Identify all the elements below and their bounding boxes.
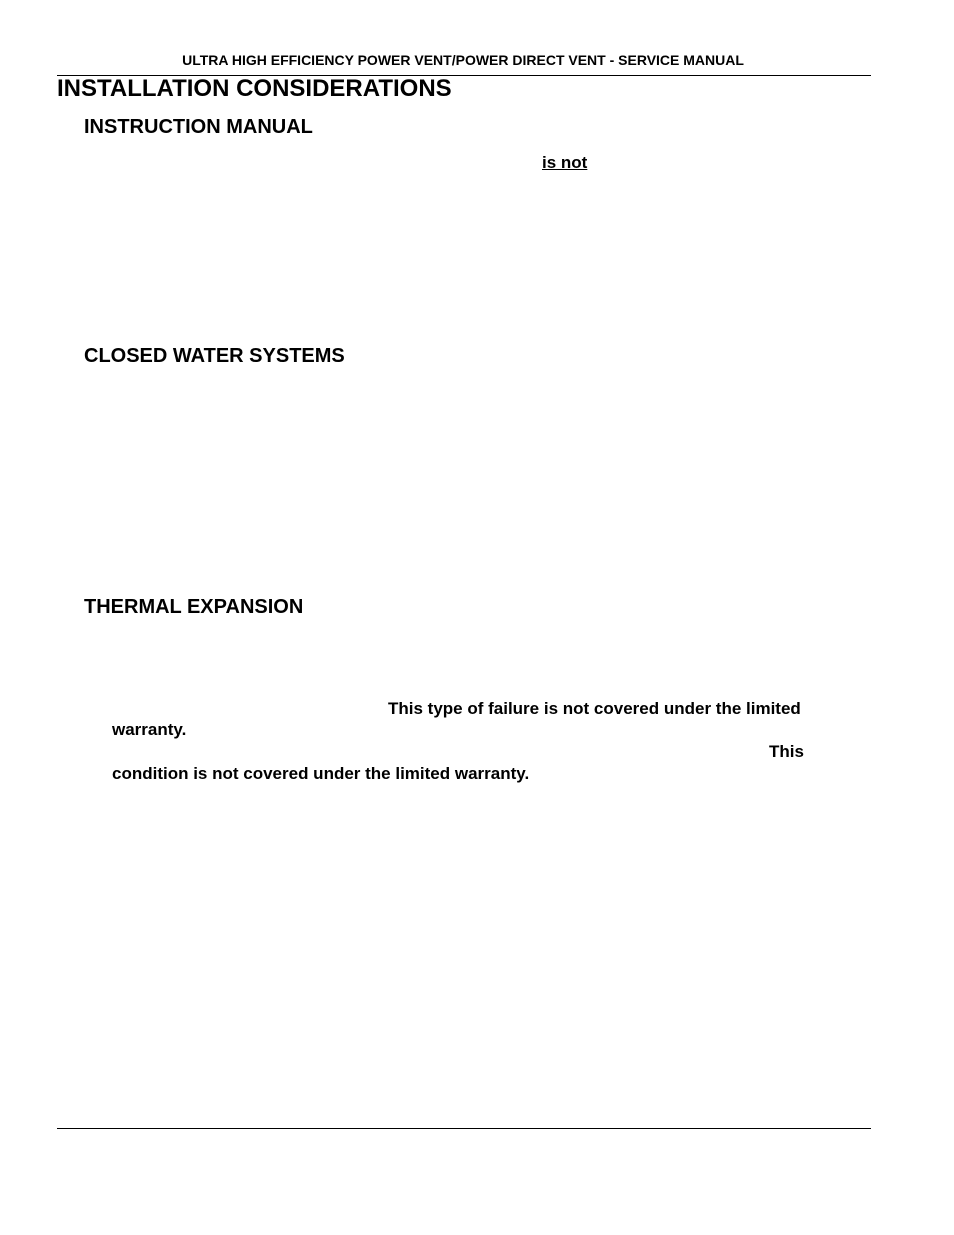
section-heading-instruction-manual: INSTRUCTION MANUAL xyxy=(84,116,313,138)
warranty-warning-2-line-2: condition is not covered under the limited warranty. xyxy=(112,764,530,783)
warranty-warning-2-line-1: This xyxy=(769,742,804,761)
section-heading-closed-water-systems: CLOSED WATER SYSTEMS xyxy=(84,345,345,367)
running-header: ULTRA HIGH EFFICIENCY POWER VENT/POWER DIRECT VENT - SERVICE MANUAL xyxy=(182,52,744,68)
page-title: INSTALLATION CONSIDERATIONS xyxy=(57,75,452,102)
emphasis-is-not: is not xyxy=(542,153,588,172)
warranty-warning-1-line-1: This type of failure is not covered under the limited xyxy=(388,699,801,718)
section-heading-thermal-expansion: THERMAL EXPANSION xyxy=(84,596,304,618)
footer-rule xyxy=(57,1128,871,1129)
warranty-warning-1-line-2: warranty. xyxy=(112,720,187,739)
